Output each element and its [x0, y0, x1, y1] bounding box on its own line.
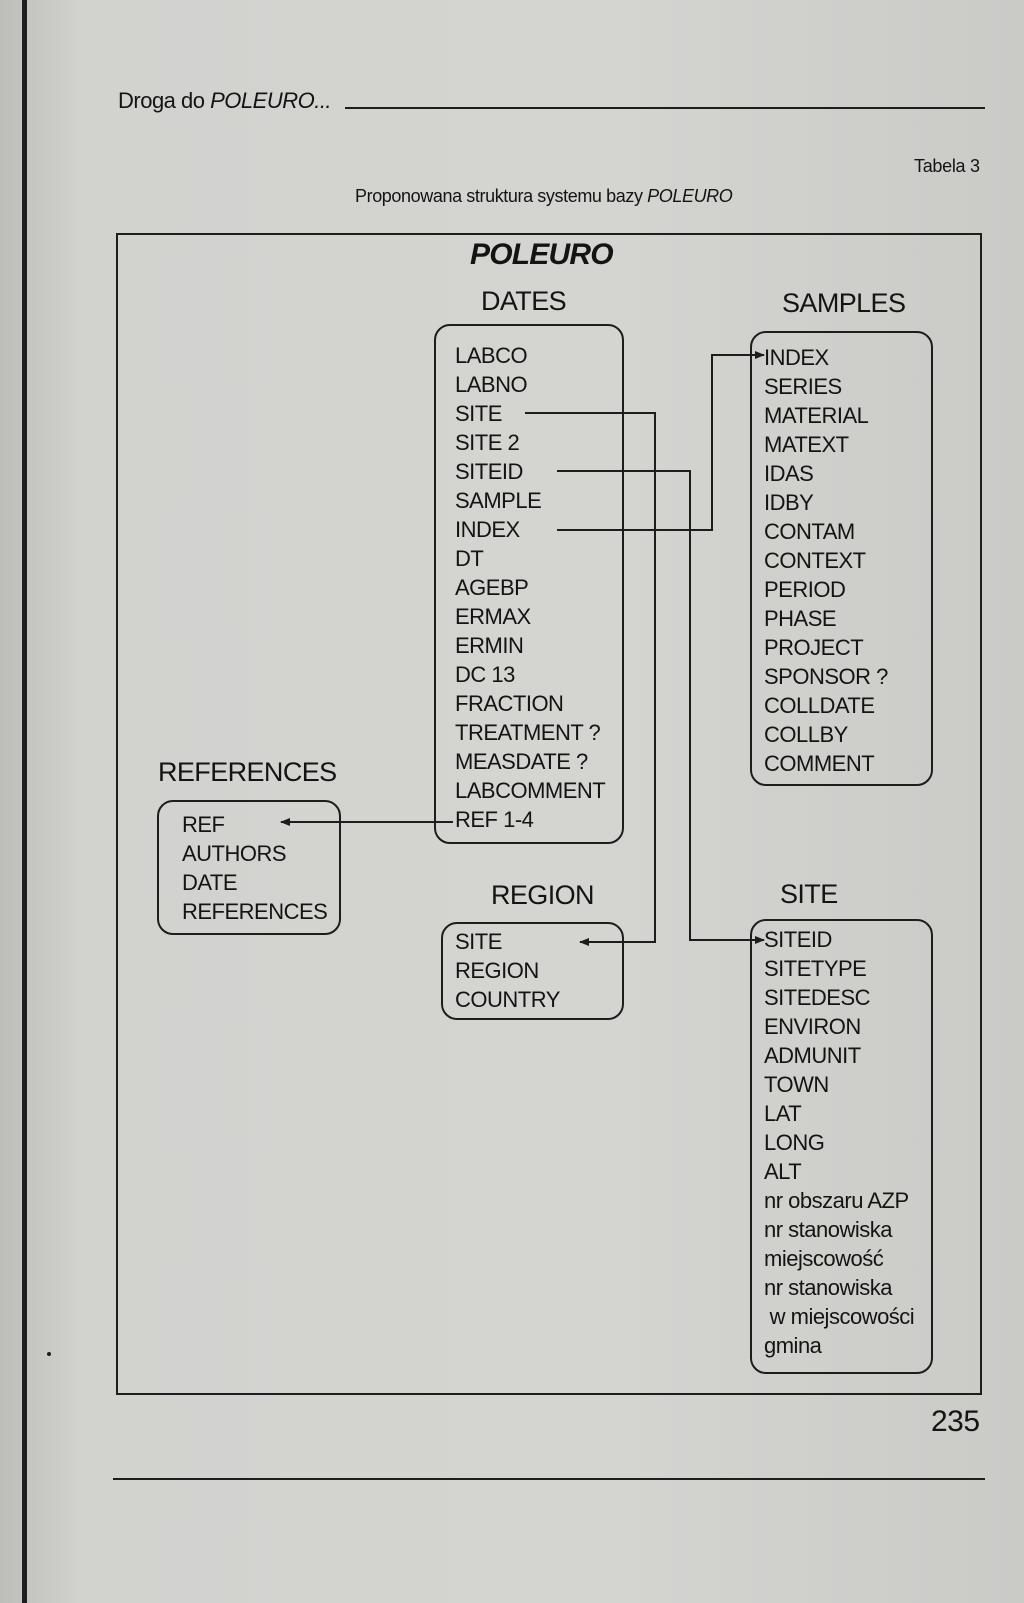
- running-header: [118, 88, 331, 114]
- dates-field: DT: [455, 546, 484, 571]
- table-caption: [355, 186, 732, 207]
- table-number-label: Tabela 3: [914, 156, 980, 176]
- region-field: COUNTRY: [455, 987, 560, 1012]
- region-field: SITE: [455, 929, 502, 954]
- table-caption-italic: POLEURO: [647, 186, 733, 206]
- site-field: LONG: [764, 1130, 825, 1155]
- dates-field: FRACTION: [455, 691, 564, 716]
- running-header-italic: POLEURO...: [210, 88, 332, 113]
- dates-field: ERMAX: [455, 604, 531, 629]
- dates-field-list: [455, 341, 605, 834]
- diagram-title: POLEURO: [470, 238, 613, 271]
- references-field: DATE: [182, 870, 238, 895]
- footer-rule: [113, 1478, 985, 1480]
- dates-field: DC 13: [455, 662, 515, 687]
- references-field: AUTHORS: [182, 841, 287, 866]
- samples-field: PROJECT: [764, 635, 864, 660]
- samples-field: COLLDATE: [764, 693, 875, 718]
- margin-dot: [47, 1352, 51, 1356]
- references-title: REFERENCES: [158, 757, 337, 787]
- dates-field: INDEX: [455, 517, 520, 542]
- dates-field: SITE: [455, 401, 502, 426]
- region-field-list: [455, 927, 560, 1014]
- site-field: SITETYPE: [764, 956, 867, 981]
- samples-field: MATERIAL: [764, 403, 869, 428]
- site-field: w miejscowości: [764, 1304, 915, 1329]
- samples-field: PHASE: [764, 606, 837, 631]
- site-field: TOWN: [764, 1072, 829, 1097]
- dates-field: SITEID: [455, 459, 523, 484]
- site-field: ADMUNIT: [764, 1043, 861, 1068]
- site-field-list: [764, 925, 914, 1360]
- dates-field: MEASDATE ?: [455, 749, 588, 774]
- site-field: nr obszaru AZP: [764, 1188, 909, 1213]
- samples-title: SAMPLES: [782, 288, 906, 318]
- table-caption-text: Proponowana struktura systemu bazy: [355, 186, 648, 206]
- dates-title: DATES: [481, 286, 567, 316]
- dates-field: SAMPLE: [455, 488, 542, 513]
- running-header-text: Droga do: [118, 88, 211, 113]
- site-field: SITEDESC: [764, 985, 871, 1010]
- site-field: gmina: [764, 1333, 822, 1358]
- dates-field: AGEBP: [455, 575, 529, 600]
- header-rule: [345, 107, 985, 109]
- samples-field: COMMENT: [764, 751, 875, 776]
- site-field: LAT: [764, 1101, 802, 1126]
- references-field-list: [182, 810, 327, 926]
- samples-field: IDAS: [764, 461, 814, 486]
- samples-field: COLLBY: [764, 722, 848, 747]
- dates-field: LABCOMMENT: [455, 778, 606, 803]
- site-field: ALT: [764, 1159, 802, 1184]
- dates-field: LABNO: [455, 372, 528, 397]
- site-title: SITE: [780, 879, 838, 909]
- references-field: REF: [182, 812, 225, 837]
- samples-field: SPONSOR ?: [764, 664, 888, 689]
- book-spine-edge: [22, 0, 27, 1603]
- dates-field: TREATMENT ?: [455, 720, 601, 745]
- samples-field: CONTAM: [764, 519, 855, 544]
- dates-field: SITE 2: [455, 430, 520, 455]
- dates-field: LABCO: [455, 343, 528, 368]
- region-field: REGION: [455, 958, 539, 983]
- samples-field: INDEX: [764, 345, 829, 370]
- site-field: miejscowość: [764, 1246, 884, 1271]
- samples-field: CONTEXT: [764, 548, 866, 573]
- samples-field: SERIES: [764, 374, 842, 399]
- site-field: nr stanowiska: [764, 1275, 893, 1300]
- site-field: nr stanowiska: [764, 1217, 893, 1242]
- site-field: SITEID: [764, 927, 832, 952]
- samples-field: IDBY: [764, 490, 814, 515]
- dates-field: ERMIN: [455, 633, 524, 658]
- page-number: 235: [931, 1405, 980, 1438]
- dates-field: REF 1-4: [455, 807, 534, 832]
- site-field: ENVIRON: [764, 1014, 861, 1039]
- samples-field: PERIOD: [764, 577, 846, 602]
- samples-field-list: [764, 343, 888, 778]
- region-title: REGION: [491, 880, 594, 910]
- references-field: REFERENCES: [182, 899, 328, 924]
- samples-field: MATEXT: [764, 432, 849, 457]
